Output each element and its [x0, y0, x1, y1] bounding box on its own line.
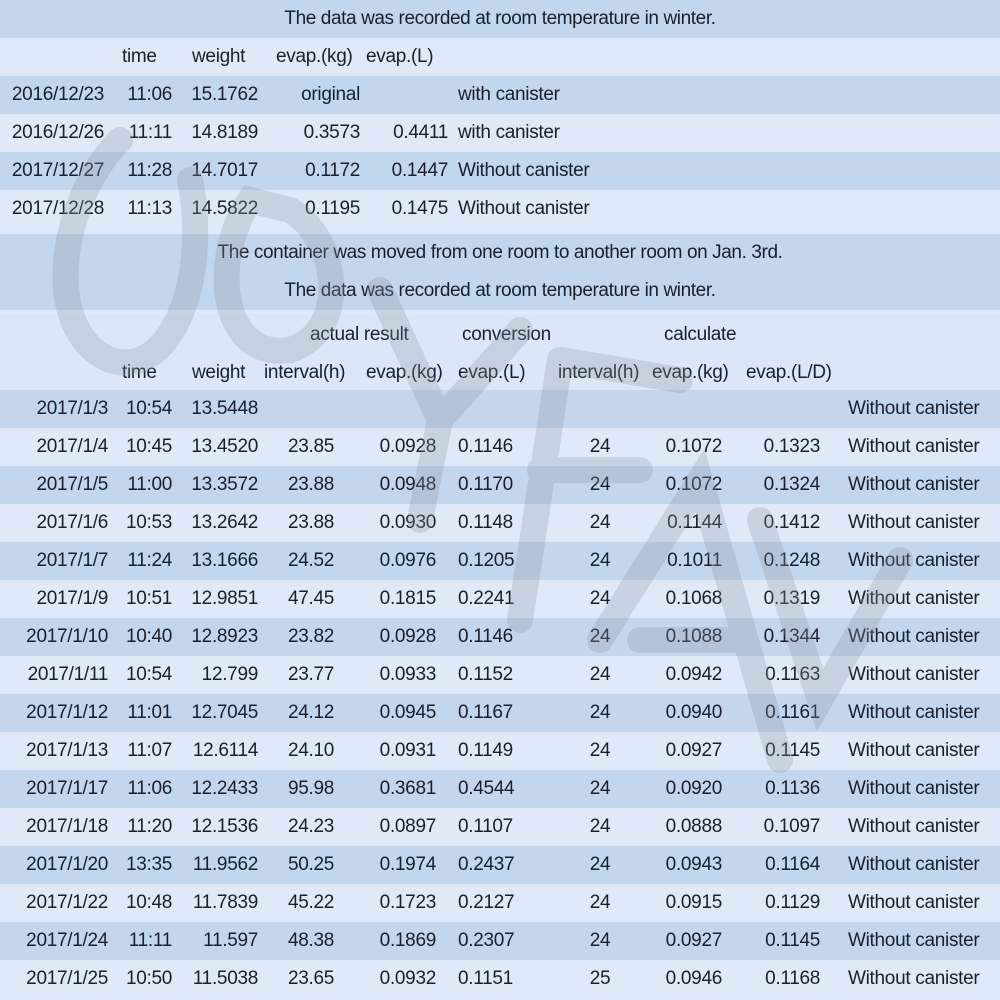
time-cell: 11:00 [127, 474, 172, 495]
section2-table-row [0, 504, 1000, 542]
time-cell: 10:48 [125, 892, 172, 913]
calc-evap-kg-cell: 0.0943 [665, 854, 722, 875]
time-cell: 11:28 [127, 160, 172, 181]
weight-cell: 11.5038 [192, 968, 258, 989]
header-interval-h: interval(h) [264, 362, 346, 383]
evap-kg-cell: 0.0928 [379, 436, 436, 457]
section2-table-row [0, 428, 1000, 466]
calc-evap-kg-cell: 0.1068 [665, 588, 722, 609]
section1-table-row [0, 76, 1000, 114]
interval-h-cell: 45.22 [287, 892, 334, 913]
weight-cell: 12.6114 [192, 740, 258, 761]
calc-evap-ld-cell: 0.1248 [763, 550, 820, 571]
section2-banner-block [0, 234, 1000, 310]
section2-banner-moved: The container was moved from one room to another room on Jan. 3rd. [217, 242, 783, 263]
date-cell: 2017/1/24 [26, 930, 108, 951]
evap-kg-cell: 0.0928 [379, 626, 436, 647]
interval-h-cell: 48.38 [287, 930, 334, 951]
calc-interval-h-cell: 24 [589, 436, 611, 457]
section2-table-row [0, 580, 1000, 618]
calc-evap-kg-cell: 0.1011 [667, 550, 722, 571]
calc-evap-ld-cell: 0.1163 [765, 664, 820, 685]
interval-h-cell: 23.77 [287, 664, 334, 685]
weight-cell: 12.9851 [191, 588, 258, 609]
calc-evap-kg-cell: 0.1144 [667, 512, 722, 533]
date-cell: 2017/1/3 [36, 398, 108, 419]
evap-l-cell: 0.1475 [391, 198, 448, 219]
date-cell: 2017/1/5 [36, 474, 108, 495]
evap-kg-cell: 0.1815 [379, 588, 436, 609]
calc-evap-kg-cell: 0.0927 [665, 740, 722, 761]
evap-kg-cell: 0.0930 [379, 512, 436, 533]
evap-kg-cell: 0.0948 [379, 474, 436, 495]
date-cell: 2017/1/6 [36, 512, 108, 533]
interval-h-cell: 50.25 [287, 854, 334, 875]
group-calculate: calculate [664, 324, 737, 345]
weight-cell: 11.9562 [192, 854, 258, 875]
evap-l-cell: 0.4544 [458, 778, 515, 799]
canister-note-cell: Without canister [848, 930, 980, 951]
time-cell: 10:45 [125, 436, 172, 457]
weight-cell: 13.2642 [191, 512, 258, 533]
calc-interval-h-cell: 24 [589, 626, 611, 647]
date-cell: 2017/1/18 [26, 816, 108, 837]
evap-kg-cell: 0.1723 [379, 892, 436, 913]
date-cell: 2017/1/22 [26, 892, 108, 913]
calc-interval-h-cell: 24 [589, 550, 611, 571]
evap-kg-cell: 0.0897 [379, 816, 436, 837]
section2-table-row [0, 390, 1000, 428]
calc-evap-kg-cell: 0.0927 [665, 930, 722, 951]
date-cell: 2017/12/27 [11, 160, 104, 181]
date-cell: 2017/1/4 [36, 436, 108, 457]
header-calc-interval-h: interval(h) [558, 362, 640, 383]
calc-evap-ld-cell: 0.1097 [763, 816, 820, 837]
calc-evap-ld-cell: 0.1324 [763, 474, 820, 495]
calc-evap-kg-cell: 0.0946 [665, 968, 722, 989]
calc-evap-kg-cell: 0.0942 [665, 664, 722, 685]
weight-cell: 12.8923 [191, 626, 258, 647]
time-cell: 11:06 [127, 84, 172, 105]
section2-table-row [0, 618, 1000, 656]
header-calc-evap-kg: evap.(kg) [652, 362, 729, 383]
canister-note-cell: with canister [458, 84, 560, 105]
header-evap-kg: evap.(kg) [276, 46, 353, 67]
evap-l-cell: 0.2127 [458, 892, 515, 913]
header-evap-l: evap.(L) [366, 46, 434, 67]
evap-kg-cell: 0.0945 [379, 702, 436, 723]
weight-cell: 12.2433 [191, 778, 258, 799]
weight-cell: 12.799 [201, 664, 258, 685]
calc-evap-kg-cell: 0.0940 [665, 702, 722, 723]
weight-cell: 13.3572 [191, 474, 258, 495]
section2-table-row [0, 884, 1000, 922]
time-cell: 10:54 [125, 664, 172, 685]
time-cell: 11:11 [128, 122, 172, 143]
canister-note-cell: Without canister [848, 512, 980, 533]
group-actual-result: actual result [310, 324, 409, 345]
calc-evap-ld-cell: 0.1145 [765, 740, 820, 761]
interval-h-cell: 95.98 [287, 778, 334, 799]
calc-interval-h-cell: 24 [589, 664, 611, 685]
evap-l-cell: 0.1170 [458, 474, 513, 495]
date-cell: 2017/1/12 [26, 702, 108, 723]
canister-note-cell: Without canister [848, 816, 980, 837]
header-evap-l: evap.(L) [458, 362, 526, 383]
evap-l-cell: 0.1148 [458, 512, 513, 533]
canister-note-cell: Without canister [848, 740, 980, 761]
evap-l-cell: 0.1167 [458, 702, 513, 723]
time-cell: 13:35 [125, 854, 172, 875]
section2-header-block [0, 314, 1000, 390]
time-cell: 11:13 [127, 198, 172, 219]
time-cell: 11:20 [127, 816, 172, 837]
date-cell: 2017/1/11 [27, 664, 108, 685]
weight-cell: 11.597 [203, 930, 258, 951]
date-cell: 2017/1/20 [26, 854, 108, 875]
weight-cell: 13.4520 [191, 436, 258, 457]
calc-interval-h-cell: 24 [589, 816, 611, 837]
evap-kg-cell: 0.1974 [379, 854, 436, 875]
calc-evap-ld-cell: 0.1168 [765, 968, 820, 989]
evap-kg-cell: 0.0932 [379, 968, 436, 989]
calc-interval-h-cell: 24 [589, 930, 611, 951]
interval-h-cell: 23.88 [287, 512, 334, 533]
evap-kg-cell: 0.3681 [379, 778, 436, 799]
interval-h-cell: 23.85 [287, 436, 334, 457]
evap-kg-cell: 0.0933 [379, 664, 436, 685]
header-weight: weight [192, 362, 246, 383]
date-cell: 2017/12/28 [11, 198, 104, 219]
interval-h-cell: 24.10 [287, 740, 334, 761]
evap-kg-cell: 0.0976 [379, 550, 436, 571]
evap-l-cell: 0.2437 [458, 854, 515, 875]
interval-h-cell: 23.65 [287, 968, 334, 989]
weight-cell: 12.7045 [191, 702, 258, 723]
evap-kg-cell: 0.1869 [379, 930, 436, 951]
canister-note-cell: Without canister [848, 892, 980, 913]
canister-note-cell: Without canister [848, 854, 980, 875]
evap-l-cell: 0.1152 [458, 664, 513, 685]
section1-table-row [0, 152, 1000, 190]
time-cell: 10:51 [125, 588, 172, 609]
group-conversion: conversion [462, 324, 551, 345]
canister-note-cell: Without canister [458, 160, 590, 181]
time-cell: 11:07 [127, 740, 172, 761]
evap-l-cell: 0.1447 [391, 160, 448, 181]
calc-evap-kg-cell: 0.0920 [665, 778, 722, 799]
time-cell: 11:11 [128, 930, 172, 951]
evap-l-cell: 0.1205 [458, 550, 515, 571]
interval-h-cell: 47.45 [287, 588, 334, 609]
calc-evap-ld-cell: 0.1319 [763, 588, 820, 609]
canister-note-cell: Without canister [458, 198, 590, 219]
time-cell: 11:06 [127, 778, 172, 799]
evap-kg-cell: 0.1172 [305, 160, 360, 181]
evap-l-cell: 0.4411 [393, 122, 448, 143]
canister-note-cell: Without canister [848, 398, 980, 419]
section1-table-row [0, 114, 1000, 152]
interval-h-cell: 24.52 [287, 550, 334, 571]
weight-cell: 15.1762 [191, 84, 258, 105]
calc-interval-h-cell: 24 [589, 474, 611, 495]
section2-table-row [0, 770, 1000, 808]
interval-h-cell: 24.23 [287, 816, 334, 837]
weight-cell: 13.1666 [191, 550, 258, 571]
canister-note-cell: with canister [458, 122, 560, 143]
weight-cell: 12.1536 [191, 816, 258, 837]
interval-h-cell: 24.12 [287, 702, 334, 723]
header-time: time [122, 362, 157, 383]
section1-table-row [0, 190, 1000, 228]
time-cell: 10:50 [125, 968, 172, 989]
calc-evap-ld-cell: 0.1164 [765, 854, 820, 875]
evap-l-cell: 0.1146 [458, 626, 513, 647]
time-cell: 10:54 [125, 398, 172, 419]
calc-evap-kg-cell: 0.0915 [665, 892, 722, 913]
section2-table-row [0, 694, 1000, 732]
weight-cell: 13.5448 [191, 398, 258, 419]
section2-table-row [0, 656, 1000, 694]
time-cell: 11:24 [127, 550, 172, 571]
canister-note-cell: Without canister [848, 550, 980, 571]
date-cell: 2017/1/9 [36, 588, 108, 609]
calc-interval-h-cell: 24 [589, 512, 611, 533]
section1-banner-row [0, 0, 1000, 38]
calc-evap-kg-cell: 0.0888 [665, 816, 722, 837]
canister-note-cell: Without canister [848, 588, 980, 609]
header-calc-evap-ld: evap.(L/D) [746, 362, 832, 383]
calc-interval-h-cell: 24 [589, 892, 611, 913]
time-cell: 11:01 [127, 702, 172, 723]
weight-cell: 14.5822 [191, 198, 258, 219]
evap-l-cell: 0.2241 [458, 588, 515, 609]
weight-cell: 14.7017 [191, 160, 258, 181]
section2-table-row [0, 732, 1000, 770]
evap-l-cell: 0.1107 [458, 816, 513, 837]
calc-evap-ld-cell: 0.1323 [763, 436, 820, 457]
calc-evap-kg-cell: 0.1072 [665, 474, 722, 495]
evap-kg-cell: 0.1195 [305, 198, 360, 219]
header-weight: weight [192, 46, 246, 67]
section2-table-row [0, 542, 1000, 580]
calc-evap-ld-cell: 0.1412 [763, 512, 820, 533]
calc-interval-h-cell: 25 [589, 968, 611, 989]
calc-interval-h-cell: 24 [589, 740, 611, 761]
evap-l-cell: 0.1146 [458, 436, 513, 457]
canister-note-cell: Without canister [848, 436, 980, 457]
evap-kg-cell: 0.0931 [379, 740, 436, 761]
section2-table-row [0, 808, 1000, 846]
calc-evap-ld-cell: 0.1161 [765, 702, 820, 723]
evap-kg-cell: original [301, 84, 360, 105]
calc-interval-h-cell: 24 [589, 854, 611, 875]
section1-header-row [0, 38, 1000, 76]
weight-cell: 11.7839 [192, 892, 258, 913]
section2-table-row [0, 922, 1000, 960]
section2-table-row [0, 846, 1000, 884]
evap-kg-cell: 0.3573 [303, 122, 360, 143]
evap-l-cell: 0.1151 [458, 968, 513, 989]
section2-table-row [0, 466, 1000, 504]
section2-banner-recorded: The data was recorded at room temperature in winter. [284, 280, 716, 301]
section2-table-row [0, 960, 1000, 998]
date-cell: 2017/1/13 [26, 740, 108, 761]
date-cell: 2017/1/7 [36, 550, 108, 571]
time-cell: 10:40 [125, 626, 172, 647]
weight-cell: 14.8189 [191, 122, 258, 143]
canister-note-cell: Without canister [848, 626, 980, 647]
time-cell: 10:53 [125, 512, 172, 533]
canister-note-cell: Without canister [848, 778, 980, 799]
date-cell: 2017/1/10 [26, 626, 108, 647]
canister-note-cell: Without canister [848, 702, 980, 723]
calc-evap-ld-cell: 0.1344 [763, 626, 820, 647]
evap-l-cell: 0.2307 [458, 930, 515, 951]
section1-banner: The data was recorded at room temperature in winter. [284, 8, 716, 29]
interval-h-cell: 23.82 [287, 626, 334, 647]
canister-note-cell: Without canister [848, 664, 980, 685]
date-cell: 2017/1/25 [26, 968, 108, 989]
calc-interval-h-cell: 24 [589, 588, 611, 609]
canister-note-cell: Without canister [848, 968, 980, 989]
evap-l-cell: 0.1149 [458, 740, 513, 761]
header-evap-kg: evap.(kg) [366, 362, 443, 383]
calc-interval-h-cell: 24 [589, 778, 611, 799]
calc-evap-ld-cell: 0.1129 [765, 892, 820, 913]
header-time: time [122, 46, 157, 67]
calc-evap-kg-cell: 0.1072 [665, 436, 722, 457]
calc-evap-ld-cell: 0.1145 [765, 930, 820, 951]
date-cell: 2017/1/17 [26, 778, 108, 799]
date-cell: 2016/12/23 [11, 84, 104, 105]
interval-h-cell: 23.88 [287, 474, 334, 495]
canister-note-cell: Without canister [848, 474, 980, 495]
date-cell: 2016/12/26 [11, 122, 104, 143]
calc-interval-h-cell: 24 [589, 702, 611, 723]
calc-evap-ld-cell: 0.1136 [765, 778, 820, 799]
calc-evap-kg-cell: 0.1088 [665, 626, 722, 647]
